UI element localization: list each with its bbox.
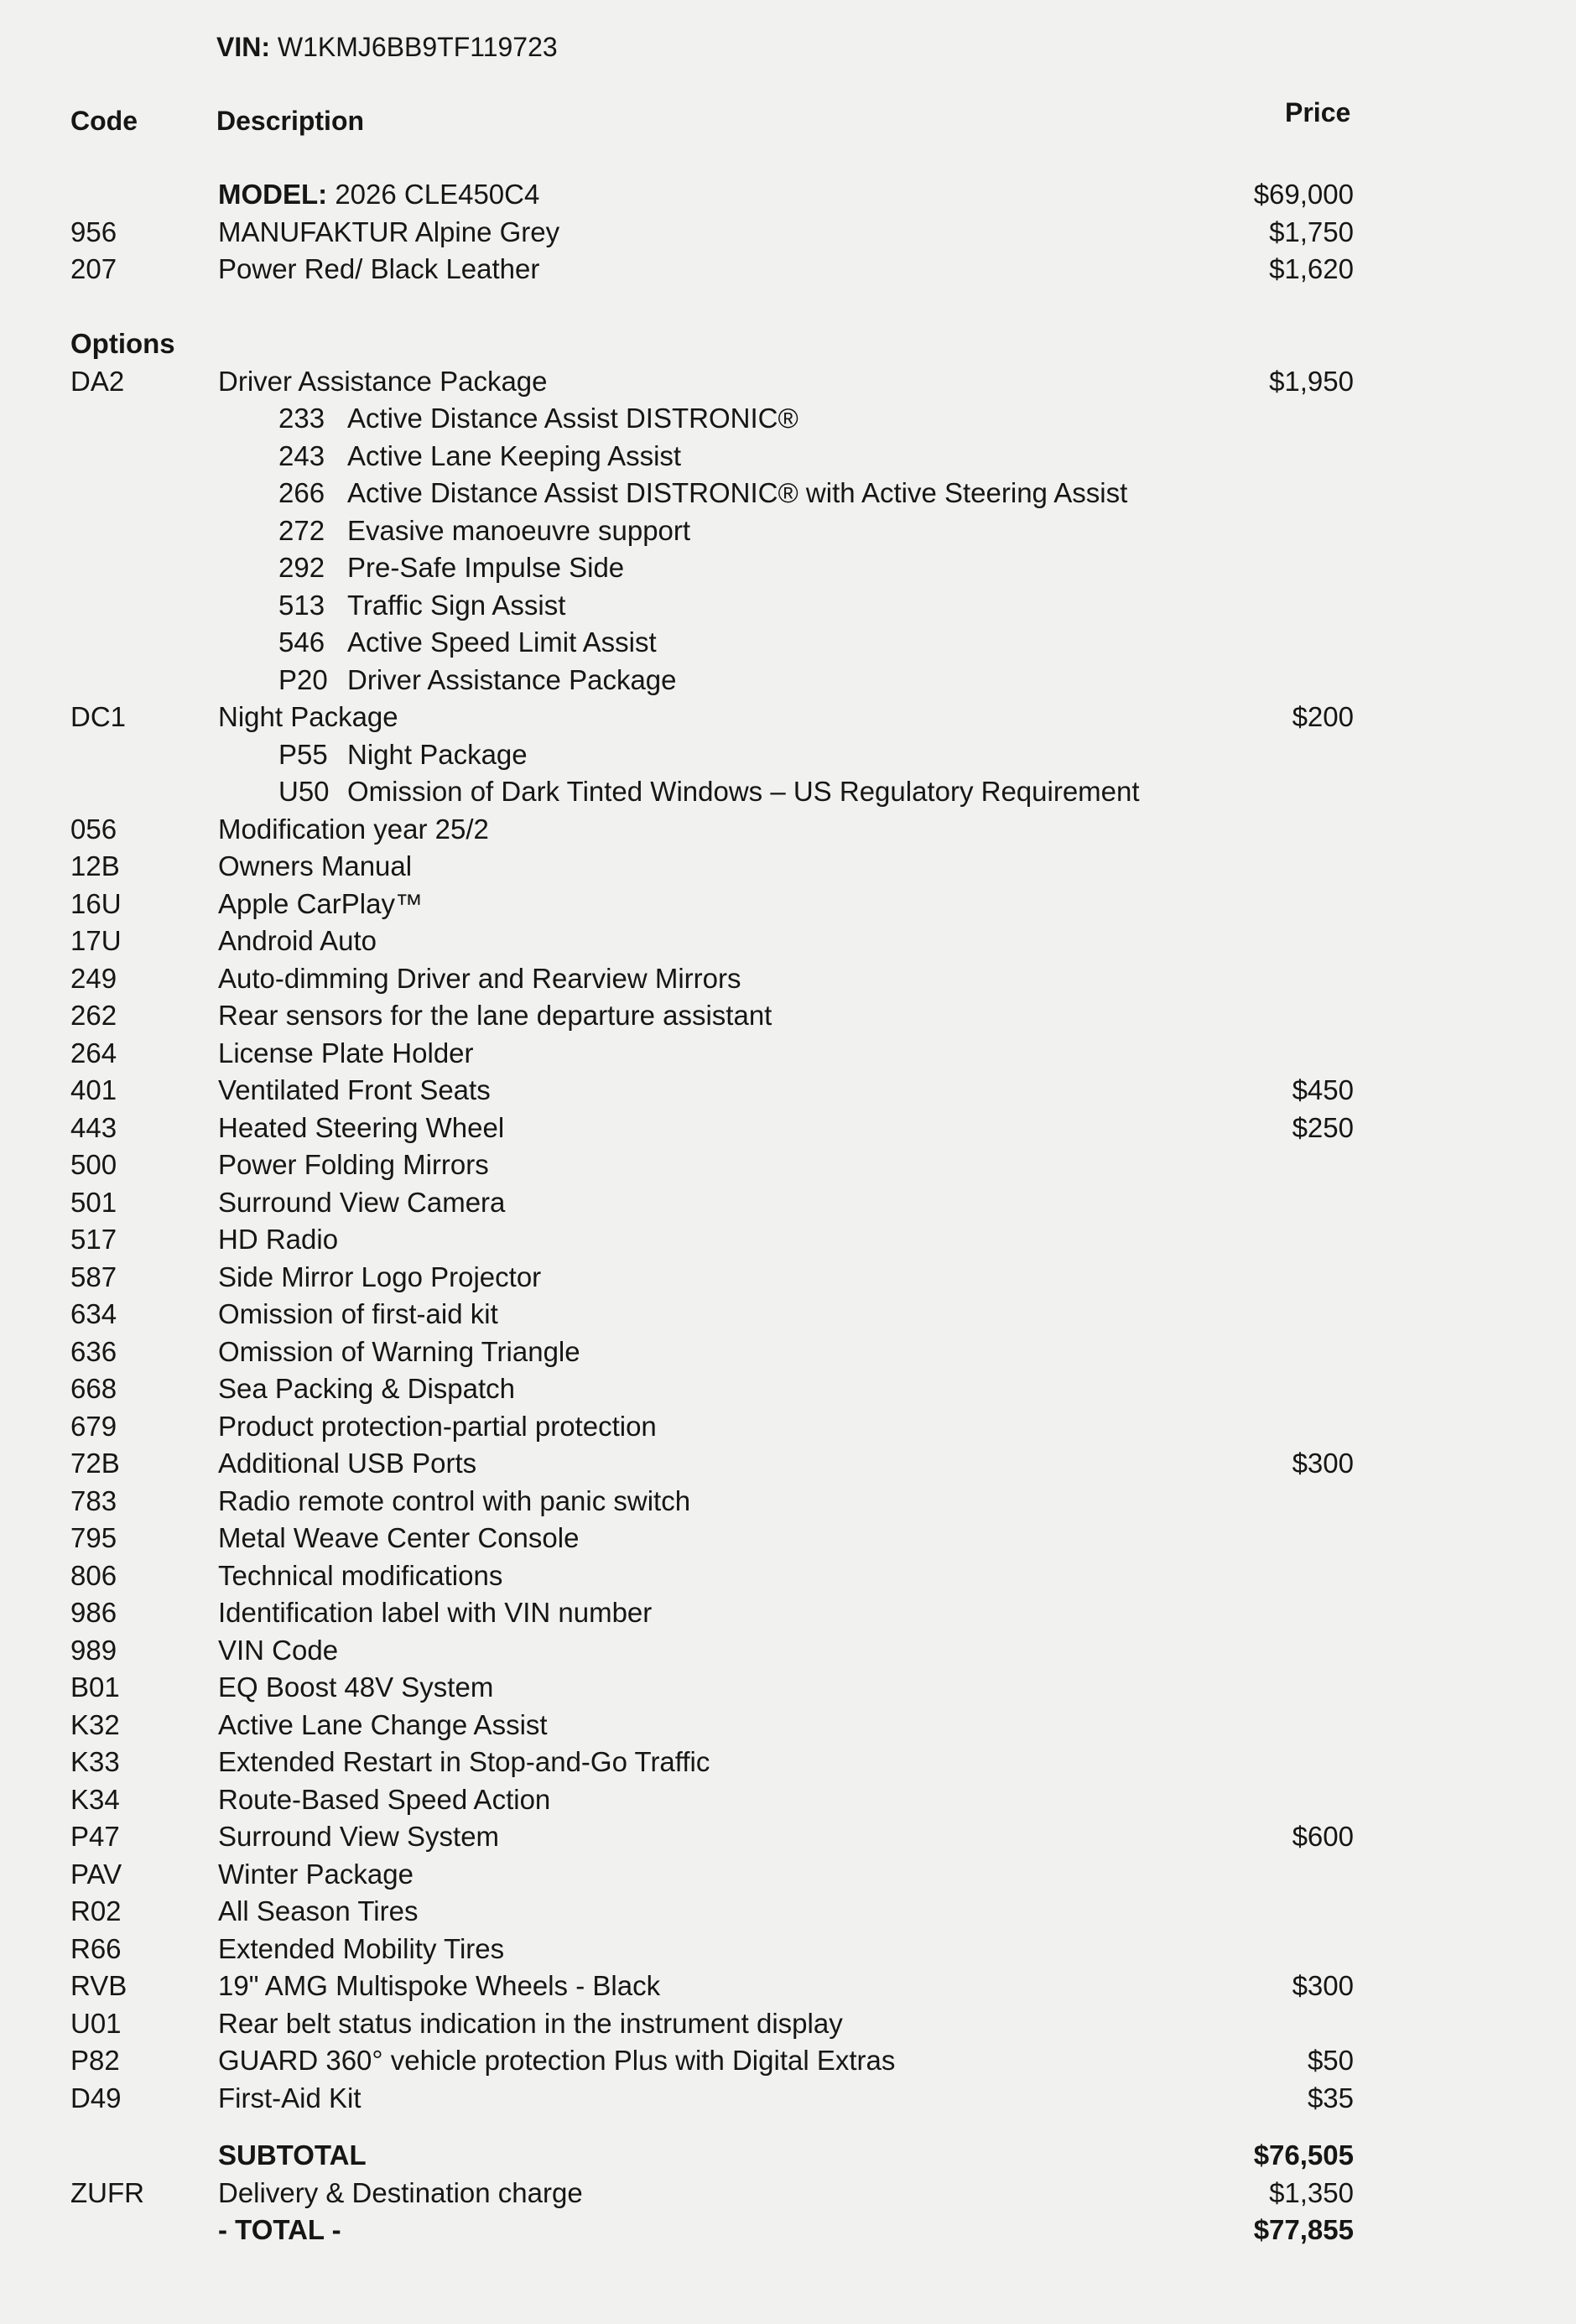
option-row	[0, 1557, 1576, 1595]
package-sub-item-row	[0, 587, 1576, 625]
package-sub-item-row	[0, 400, 1576, 438]
package-sub-item-row	[0, 512, 1576, 550]
vin-line	[216, 32, 558, 63]
sub-item-code: 513	[278, 589, 325, 621]
option-code: 636	[70, 1335, 117, 1367]
total-row	[0, 2212, 1576, 2249]
option-description: Side Mirror Logo Projector	[218, 1261, 542, 1292]
option-description: GUARD 360° vehicle protection Plus with Digital Extras	[218, 2045, 896, 2076]
option-row	[0, 1744, 1576, 1781]
package-sub-item-row	[0, 475, 1576, 512]
option-description: Product protection-partial protection	[218, 1410, 657, 1442]
option-row	[0, 886, 1576, 923]
option-code: 262	[70, 1000, 117, 1031]
package-code: DA2	[70, 365, 125, 397]
sub-item-description: Active Speed Limit Assist	[347, 626, 657, 658]
option-row	[0, 960, 1576, 998]
option-row	[0, 1893, 1576, 1931]
package-sub-item-row	[0, 773, 1576, 811]
option-description: Omission of Warning Triangle	[218, 1335, 580, 1367]
option-code: R02	[70, 1895, 122, 1926]
sub-item-description: Traffic Sign Assist	[347, 589, 566, 621]
sub-item-code: P20	[278, 663, 328, 695]
option-description: Extended Restart in Stop-and-Go Traffic	[218, 1746, 710, 1777]
item-price: $1,620	[1269, 253, 1354, 284]
subtotal-row	[0, 2137, 1576, 2175]
delivery-description: Delivery & Destination charge	[218, 2176, 583, 2208]
item-price: $1,750	[1269, 216, 1354, 247]
option-description: Rear belt status indication in the instrument display	[218, 2007, 843, 2039]
option-code: 056	[70, 813, 117, 845]
delivery-row	[0, 2175, 1576, 2212]
option-code: 17U	[70, 925, 122, 956]
delivery-price: $1,350	[1269, 2176, 1354, 2208]
option-description: 19" AMG Multispoke Wheels - Black	[218, 1970, 661, 2001]
header-code: Code	[70, 106, 138, 136]
package-sub-item-row	[0, 438, 1576, 476]
option-code: 264	[70, 1037, 117, 1068]
option-code: 783	[70, 1484, 117, 1516]
option-description: Identification label with VIN number	[218, 1597, 653, 1628]
option-code: 986	[70, 1597, 117, 1628]
option-description: Omission of first-aid kit	[218, 1298, 498, 1329]
sub-item-code: 292	[278, 552, 325, 583]
option-description: Owners Manual	[218, 850, 413, 881]
option-code: 517	[70, 1224, 117, 1255]
package-sub-item-row	[0, 624, 1576, 662]
subtotal-label: SUBTOTAL	[218, 2139, 367, 2171]
option-row	[0, 2080, 1576, 2118]
package-price: $200	[1292, 701, 1354, 732]
option-row	[0, 1072, 1576, 1110]
option-row	[0, 1781, 1576, 1819]
option-description: HD Radio	[218, 1224, 339, 1255]
sub-item-description: Active Distance Assist DISTRONIC® with Active Steering Assist	[347, 477, 1128, 508]
option-row	[0, 1483, 1576, 1521]
option-description: Surround View System	[218, 1821, 500, 1852]
option-code: P47	[70, 1821, 120, 1852]
vin-label: VIN:	[216, 32, 270, 62]
options-label: Options	[70, 328, 175, 359]
option-code: 668	[70, 1373, 117, 1404]
sub-item-code: 272	[278, 514, 325, 546]
option-code: 989	[70, 1634, 117, 1666]
option-code: B01	[70, 1672, 120, 1703]
option-code: RVB	[70, 1970, 127, 2001]
option-description: Metal Weave Center Console	[218, 1522, 580, 1553]
base-item-row	[0, 251, 1576, 289]
sub-item-description: Omission of Dark Tinted Windows – US Regulatory Requirement	[347, 776, 1140, 807]
model-row	[0, 176, 1576, 214]
sub-item-code: U50	[278, 776, 330, 807]
total-label: - TOTAL -	[218, 2214, 341, 2245]
option-row	[0, 1259, 1576, 1297]
option-description: Technical modifications	[218, 1559, 503, 1591]
option-code: 12B	[70, 850, 120, 881]
vin-value: W1KMJ6BB9TF119723	[277, 32, 558, 62]
option-description: Active Lane Change Assist	[218, 1708, 548, 1740]
option-price: $250	[1292, 1111, 1354, 1143]
option-price: $35	[1307, 2082, 1354, 2113]
subtotal-price: $76,505	[1253, 2139, 1354, 2171]
option-description: All Season Tires	[218, 1895, 419, 1926]
option-description: Apple CarPlay™	[218, 887, 423, 919]
model-label: MODEL:	[218, 179, 328, 210]
option-row	[0, 1035, 1576, 1073]
option-code: R66	[70, 1932, 122, 1964]
option-row	[0, 1408, 1576, 1446]
sub-item-description: Night Package	[347, 738, 528, 770]
sub-item-code: P55	[278, 738, 328, 770]
option-description: Winter Package	[218, 1858, 414, 1890]
option-row	[0, 1856, 1576, 1894]
line-items	[0, 176, 1576, 2249]
sub-item-code: 233	[278, 403, 325, 434]
option-description: Route-Based Speed Action	[218, 1783, 551, 1815]
header-description: Description	[216, 106, 365, 136]
option-code: 795	[70, 1522, 117, 1553]
item-description: Power Red/ Black Leather	[218, 253, 540, 284]
option-row	[0, 1146, 1576, 1184]
option-description: Extended Mobility Tires	[218, 1932, 505, 1964]
option-description: Android Auto	[218, 925, 377, 956]
option-code: 501	[70, 1186, 117, 1218]
item-description: MANUFAKTUR Alpine Grey	[218, 216, 560, 247]
option-price: $300	[1292, 1970, 1354, 2001]
option-row	[0, 1445, 1576, 1483]
option-code: U01	[70, 2007, 122, 2039]
option-description: Modification year 25/2	[218, 813, 489, 845]
option-code: K34	[70, 1783, 120, 1815]
option-price: $300	[1292, 1448, 1354, 1479]
sub-item-description: Evasive manoeuvre support	[347, 514, 691, 546]
sub-item-code: 243	[278, 439, 325, 471]
package-sub-item-row	[0, 662, 1576, 699]
option-row	[0, 1520, 1576, 1557]
option-row	[0, 1669, 1576, 1707]
option-description: Rear sensors for the lane departure assistant	[218, 1000, 772, 1031]
option-description: Ventilated Front Seats	[218, 1074, 491, 1105]
option-code: 16U	[70, 887, 122, 919]
option-row	[0, 2042, 1576, 2080]
package-description: Driver Assistance Package	[218, 365, 548, 397]
sub-item-description: Active Distance Assist DISTRONIC®	[347, 403, 798, 434]
item-code: 207	[70, 253, 117, 284]
model-description	[218, 176, 539, 214]
option-row	[0, 1931, 1576, 1968]
package-sub-item-row	[0, 736, 1576, 774]
sub-item-code: 266	[278, 477, 325, 508]
option-row	[0, 1818, 1576, 1856]
item-code: 956	[70, 216, 117, 247]
option-code: K32	[70, 1708, 120, 1740]
option-code: 634	[70, 1298, 117, 1329]
option-row	[0, 1184, 1576, 1222]
sub-item-description: Active Lane Keeping Assist	[347, 439, 682, 471]
option-row	[0, 997, 1576, 1035]
option-description: Sea Packing & Dispatch	[218, 1373, 516, 1404]
option-row	[0, 1334, 1576, 1371]
option-code: PAV	[70, 1858, 122, 1890]
option-row	[0, 848, 1576, 886]
option-description: First-Aid Kit	[218, 2082, 361, 2113]
package-code: DC1	[70, 701, 127, 732]
spacer	[0, 2117, 1576, 2137]
option-row	[0, 1594, 1576, 1632]
option-code: K33	[70, 1746, 120, 1777]
option-row	[0, 1968, 1576, 2005]
model-value: 2026 CLE450C4	[335, 179, 540, 210]
option-description: Radio remote control with panic switch	[218, 1484, 691, 1516]
option-description: Additional USB Ports	[218, 1448, 477, 1479]
option-description: Surround View Camera	[218, 1186, 506, 1218]
option-code: P82	[70, 2045, 120, 2076]
option-price: $50	[1307, 2045, 1354, 2076]
option-description: Power Folding Mirrors	[218, 1149, 489, 1180]
option-row	[0, 923, 1576, 960]
option-code: 249	[70, 962, 117, 994]
option-code: 679	[70, 1410, 117, 1442]
option-description: EQ Boost 48V System	[218, 1672, 494, 1703]
option-code: 72B	[70, 1448, 120, 1479]
option-code: D49	[70, 2082, 122, 2113]
option-row	[0, 1110, 1576, 1147]
option-description: License Plate Holder	[218, 1037, 474, 1068]
sub-item-description: Pre-Safe Impulse Side	[347, 552, 625, 583]
option-code: 587	[70, 1261, 117, 1292]
option-row	[0, 2005, 1576, 2043]
spacer	[0, 289, 1576, 326]
option-description: VIN Code	[218, 1634, 339, 1666]
option-code: 401	[70, 1074, 117, 1105]
option-row	[0, 1221, 1576, 1259]
sub-item-description: Driver Assistance Package	[347, 663, 677, 695]
option-price: $450	[1292, 1074, 1354, 1105]
total-price: $77,855	[1253, 2214, 1354, 2245]
option-code: 443	[70, 1111, 117, 1143]
option-row	[0, 1632, 1576, 1670]
package-sub-item-row	[0, 549, 1576, 587]
package-row	[0, 699, 1576, 736]
model-price: $69,000	[1253, 179, 1354, 210]
package-description: Night Package	[218, 701, 398, 732]
option-code: 500	[70, 1149, 117, 1180]
delivery-code: ZUFR	[70, 2176, 144, 2208]
options-label-row	[0, 325, 1576, 363]
option-description: Heated Steering Wheel	[218, 1111, 505, 1143]
option-row	[0, 1296, 1576, 1334]
header-price: Price	[1285, 97, 1351, 127]
option-description: Auto-dimming Driver and Rearview Mirrors	[218, 962, 741, 994]
option-row	[0, 1370, 1576, 1408]
package-row	[0, 363, 1576, 401]
option-row	[0, 811, 1576, 849]
option-row	[0, 1707, 1576, 1744]
package-price: $1,950	[1269, 365, 1354, 397]
base-item-row	[0, 214, 1576, 252]
sub-item-code: 546	[278, 626, 325, 658]
option-code: 806	[70, 1559, 117, 1591]
option-price: $600	[1292, 1821, 1354, 1852]
